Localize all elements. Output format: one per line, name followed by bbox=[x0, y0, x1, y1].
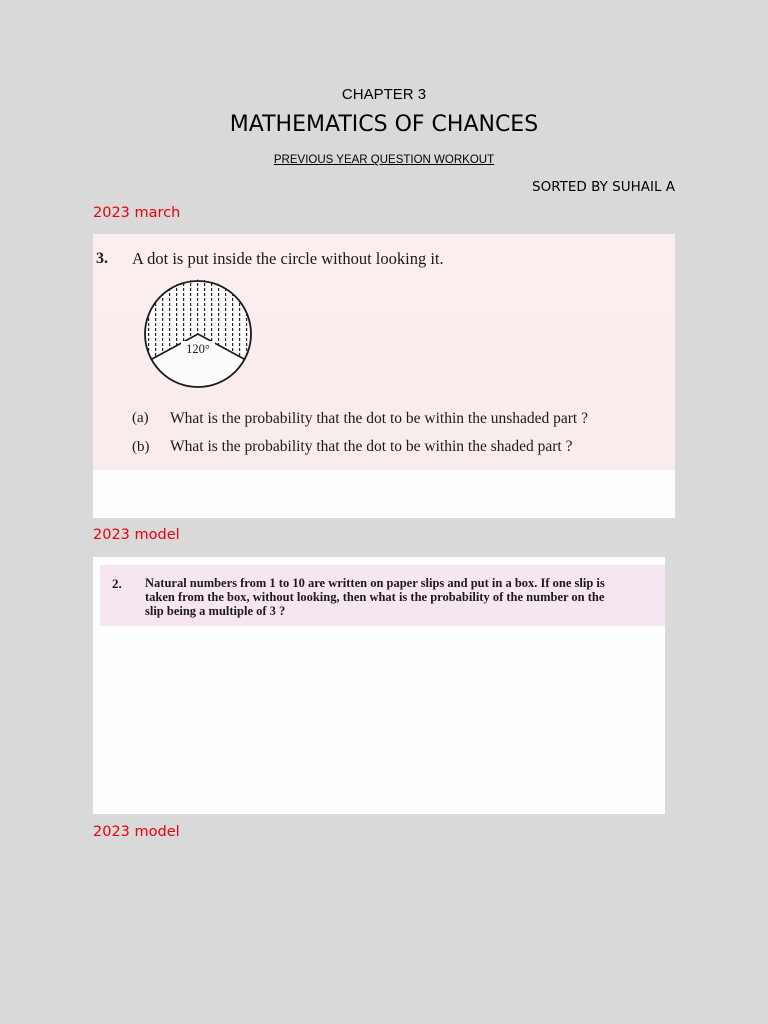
scanned-question-2 bbox=[100, 565, 665, 626]
part-b-text: What is the probability that the dot to be within the shaded part ? bbox=[170, 438, 573, 455]
question-number: 3. bbox=[96, 250, 108, 267]
part-b-label: (b) bbox=[132, 439, 150, 455]
section-label-2023-march: 2023 march bbox=[93, 205, 181, 221]
document-subtitle: PREVIOUS YEAR QUESTION WORKOUT bbox=[273, 154, 495, 166]
part-a-label: (a) bbox=[132, 410, 149, 426]
question-image-1 bbox=[93, 234, 675, 518]
section-label-2023-model-2: 2023 model bbox=[93, 824, 180, 840]
question-image-2 bbox=[93, 557, 665, 814]
document-title: MATHEMATICS OF CHANCES bbox=[229, 112, 539, 137]
angle-label: 120° bbox=[186, 342, 210, 356]
scanned-question-3 bbox=[93, 234, 675, 470]
author-credit: SORTED BY SUHAIL A bbox=[532, 179, 675, 195]
question-line-2: taken from the box, without looking, then what is the probability of the number on the bbox=[145, 590, 605, 604]
section-label-2023-model: 2023 model bbox=[93, 527, 180, 543]
question-line-3: slip being a multiple of 3 ? bbox=[145, 604, 286, 618]
chapter-heading: CHAPTER 3 bbox=[341, 86, 427, 103]
question-number: 2. bbox=[112, 576, 122, 591]
circle-sector-figure bbox=[131, 278, 269, 390]
part-a-text: What is the probability that the dot to be within the unshaded part ? bbox=[170, 410, 588, 427]
question-line-1: Natural numbers from 1 to 10 are written on paper slips and put in a box. If one slip is bbox=[145, 576, 605, 590]
question-text: A dot is put inside the circle without looking it. bbox=[132, 249, 444, 268]
